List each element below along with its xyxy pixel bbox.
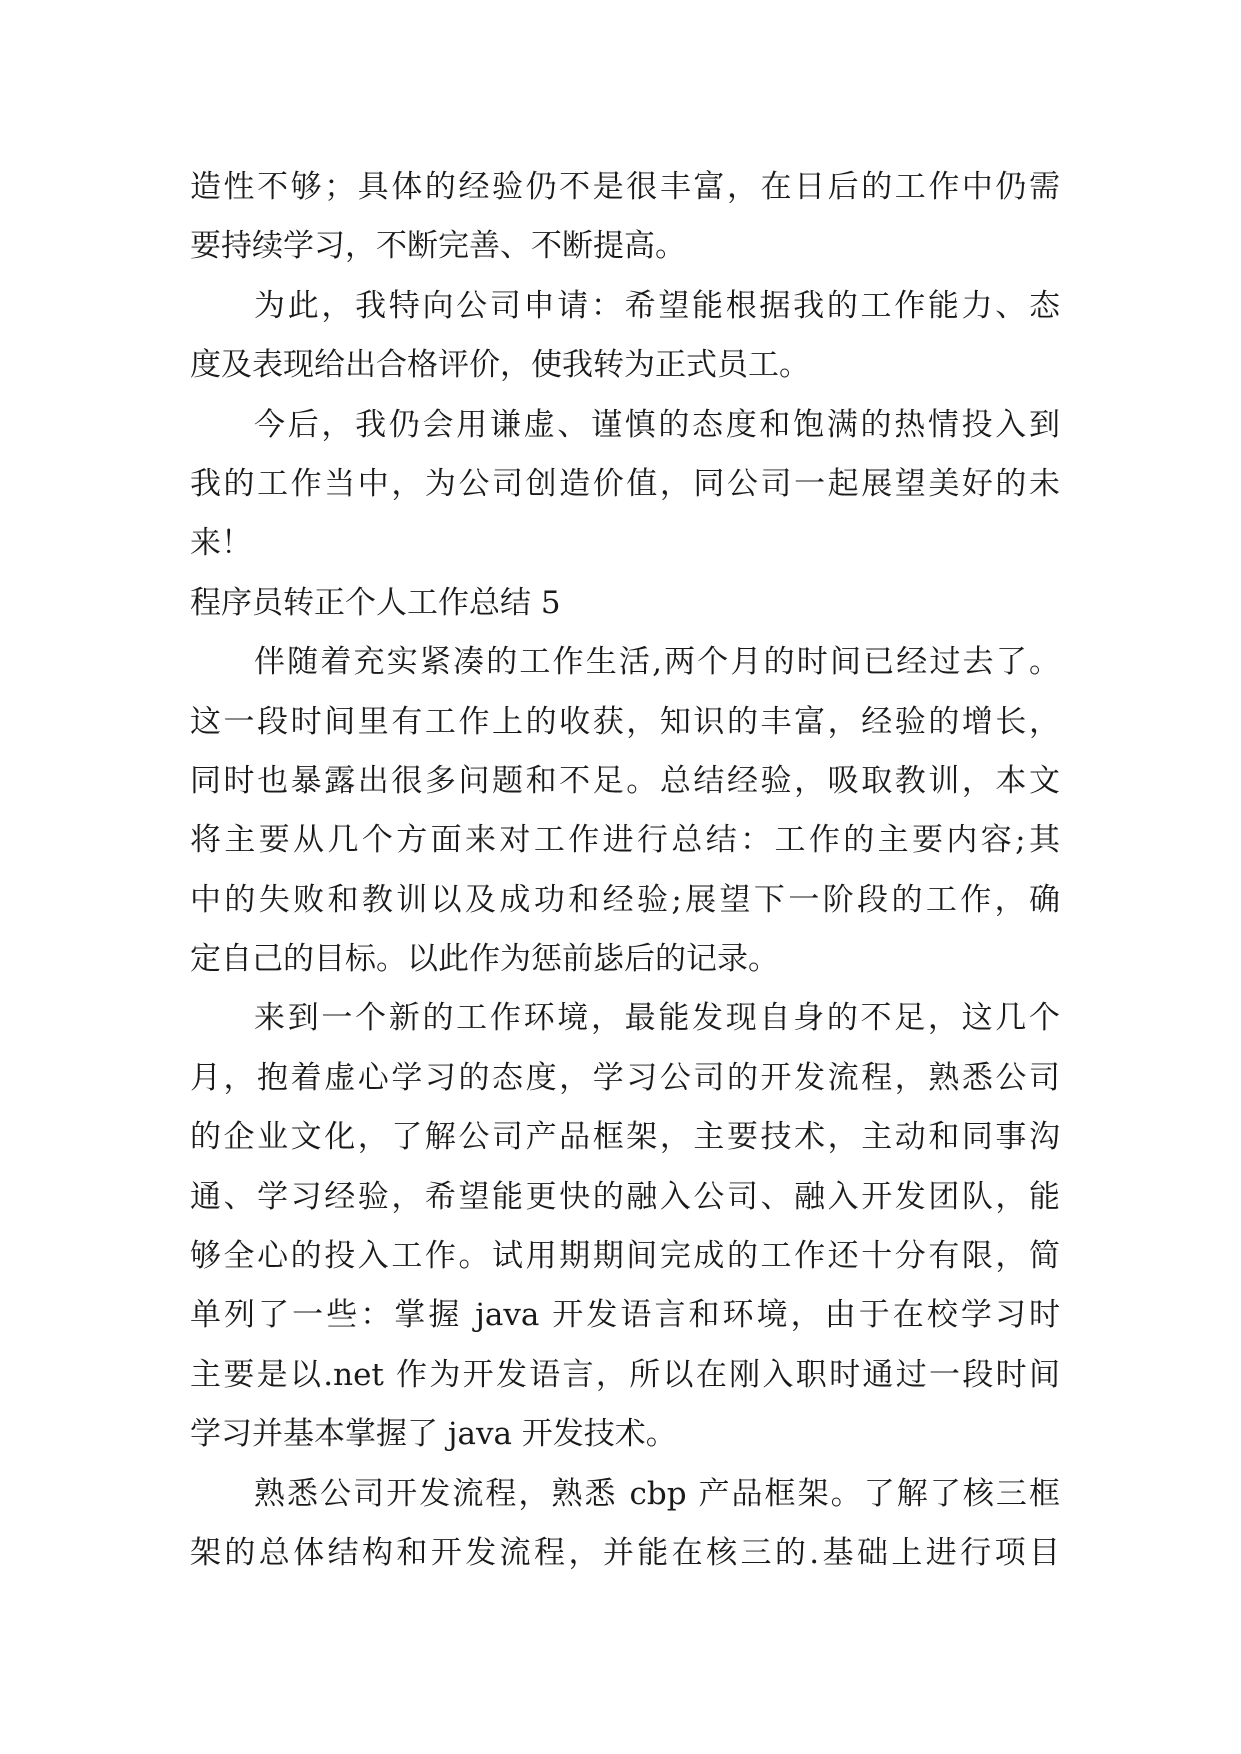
body-line: 要持续学习，不断完善、不断提高。 bbox=[190, 228, 686, 265]
body-line: 伴随着充实紧凑的工作生活,两个月的时间已经过去了。 bbox=[254, 644, 1060, 681]
body-line: 的企业文化，了解公司产品框架，主要技术，主动和同事沟 bbox=[190, 1119, 1060, 1156]
document-body bbox=[190, 158, 1060, 1583]
body-line: 同时也暴露出很多问题和不足。总结经验，吸取教训，本文 bbox=[190, 762, 1060, 799]
body-line: 我的工作当中，为公司创造价值，同公司一起展望美好的未 bbox=[190, 465, 1060, 502]
body-line: 中的失败和教训以及成功和经验;展望下一阶段的工作，确 bbox=[190, 881, 1060, 918]
body-line: 架的总体结构和开发流程，并能在核三的.基础上进行项目 bbox=[190, 1534, 1060, 1571]
body-line: 主要是以.net 作为开发语言，所以在刚入职时通过一段时间 bbox=[190, 1356, 1060, 1393]
body-line: 来！ bbox=[190, 525, 252, 562]
body-line: 度及表现给出合格评价，使我转为正式员工。 bbox=[190, 347, 810, 384]
body-line: 单列了一些：掌握 java 开发语言和环境，由于在校学习时 bbox=[190, 1297, 1060, 1334]
body-line: 熟悉公司开发流程，熟悉 cbp 产品框架。了解了核三框 bbox=[254, 1475, 1060, 1512]
body-line: 通、学习经验，希望能更快的融入公司、融入开发团队，能 bbox=[190, 1178, 1060, 1215]
section-heading: 程序员转正个人工作总结 5 bbox=[190, 584, 561, 621]
body-line: 为此，我特向公司申请：希望能根据我的工作能力、态 bbox=[254, 287, 1060, 324]
body-line: 学习并基本掌握了 java 开发技术。 bbox=[190, 1416, 677, 1453]
body-line: 够全心的投入工作。试用期期间完成的工作还十分有限，简 bbox=[190, 1238, 1060, 1275]
body-line: 月，抱着虚心学习的态度，学习公司的开发流程，熟悉公司 bbox=[190, 1059, 1060, 1096]
body-line: 今后，我仍会用谦虚、谨慎的态度和饱满的热情投入到 bbox=[254, 406, 1060, 443]
body-line: 将主要从几个方面来对工作进行总结：工作的主要内容;其 bbox=[190, 822, 1060, 859]
body-line: 来到一个新的工作环境，最能发现自身的不足，这几个 bbox=[254, 1000, 1060, 1037]
body-line: 定自己的目标。以此作为惩前毖后的记录。 bbox=[190, 941, 779, 978]
body-line: 造性不够；具体的经验仍不是很丰富，在日后的工作中仍需 bbox=[190, 169, 1060, 205]
body-line: 这一段时间里有工作上的收获，知识的丰富，经验的增长， bbox=[190, 703, 1060, 740]
